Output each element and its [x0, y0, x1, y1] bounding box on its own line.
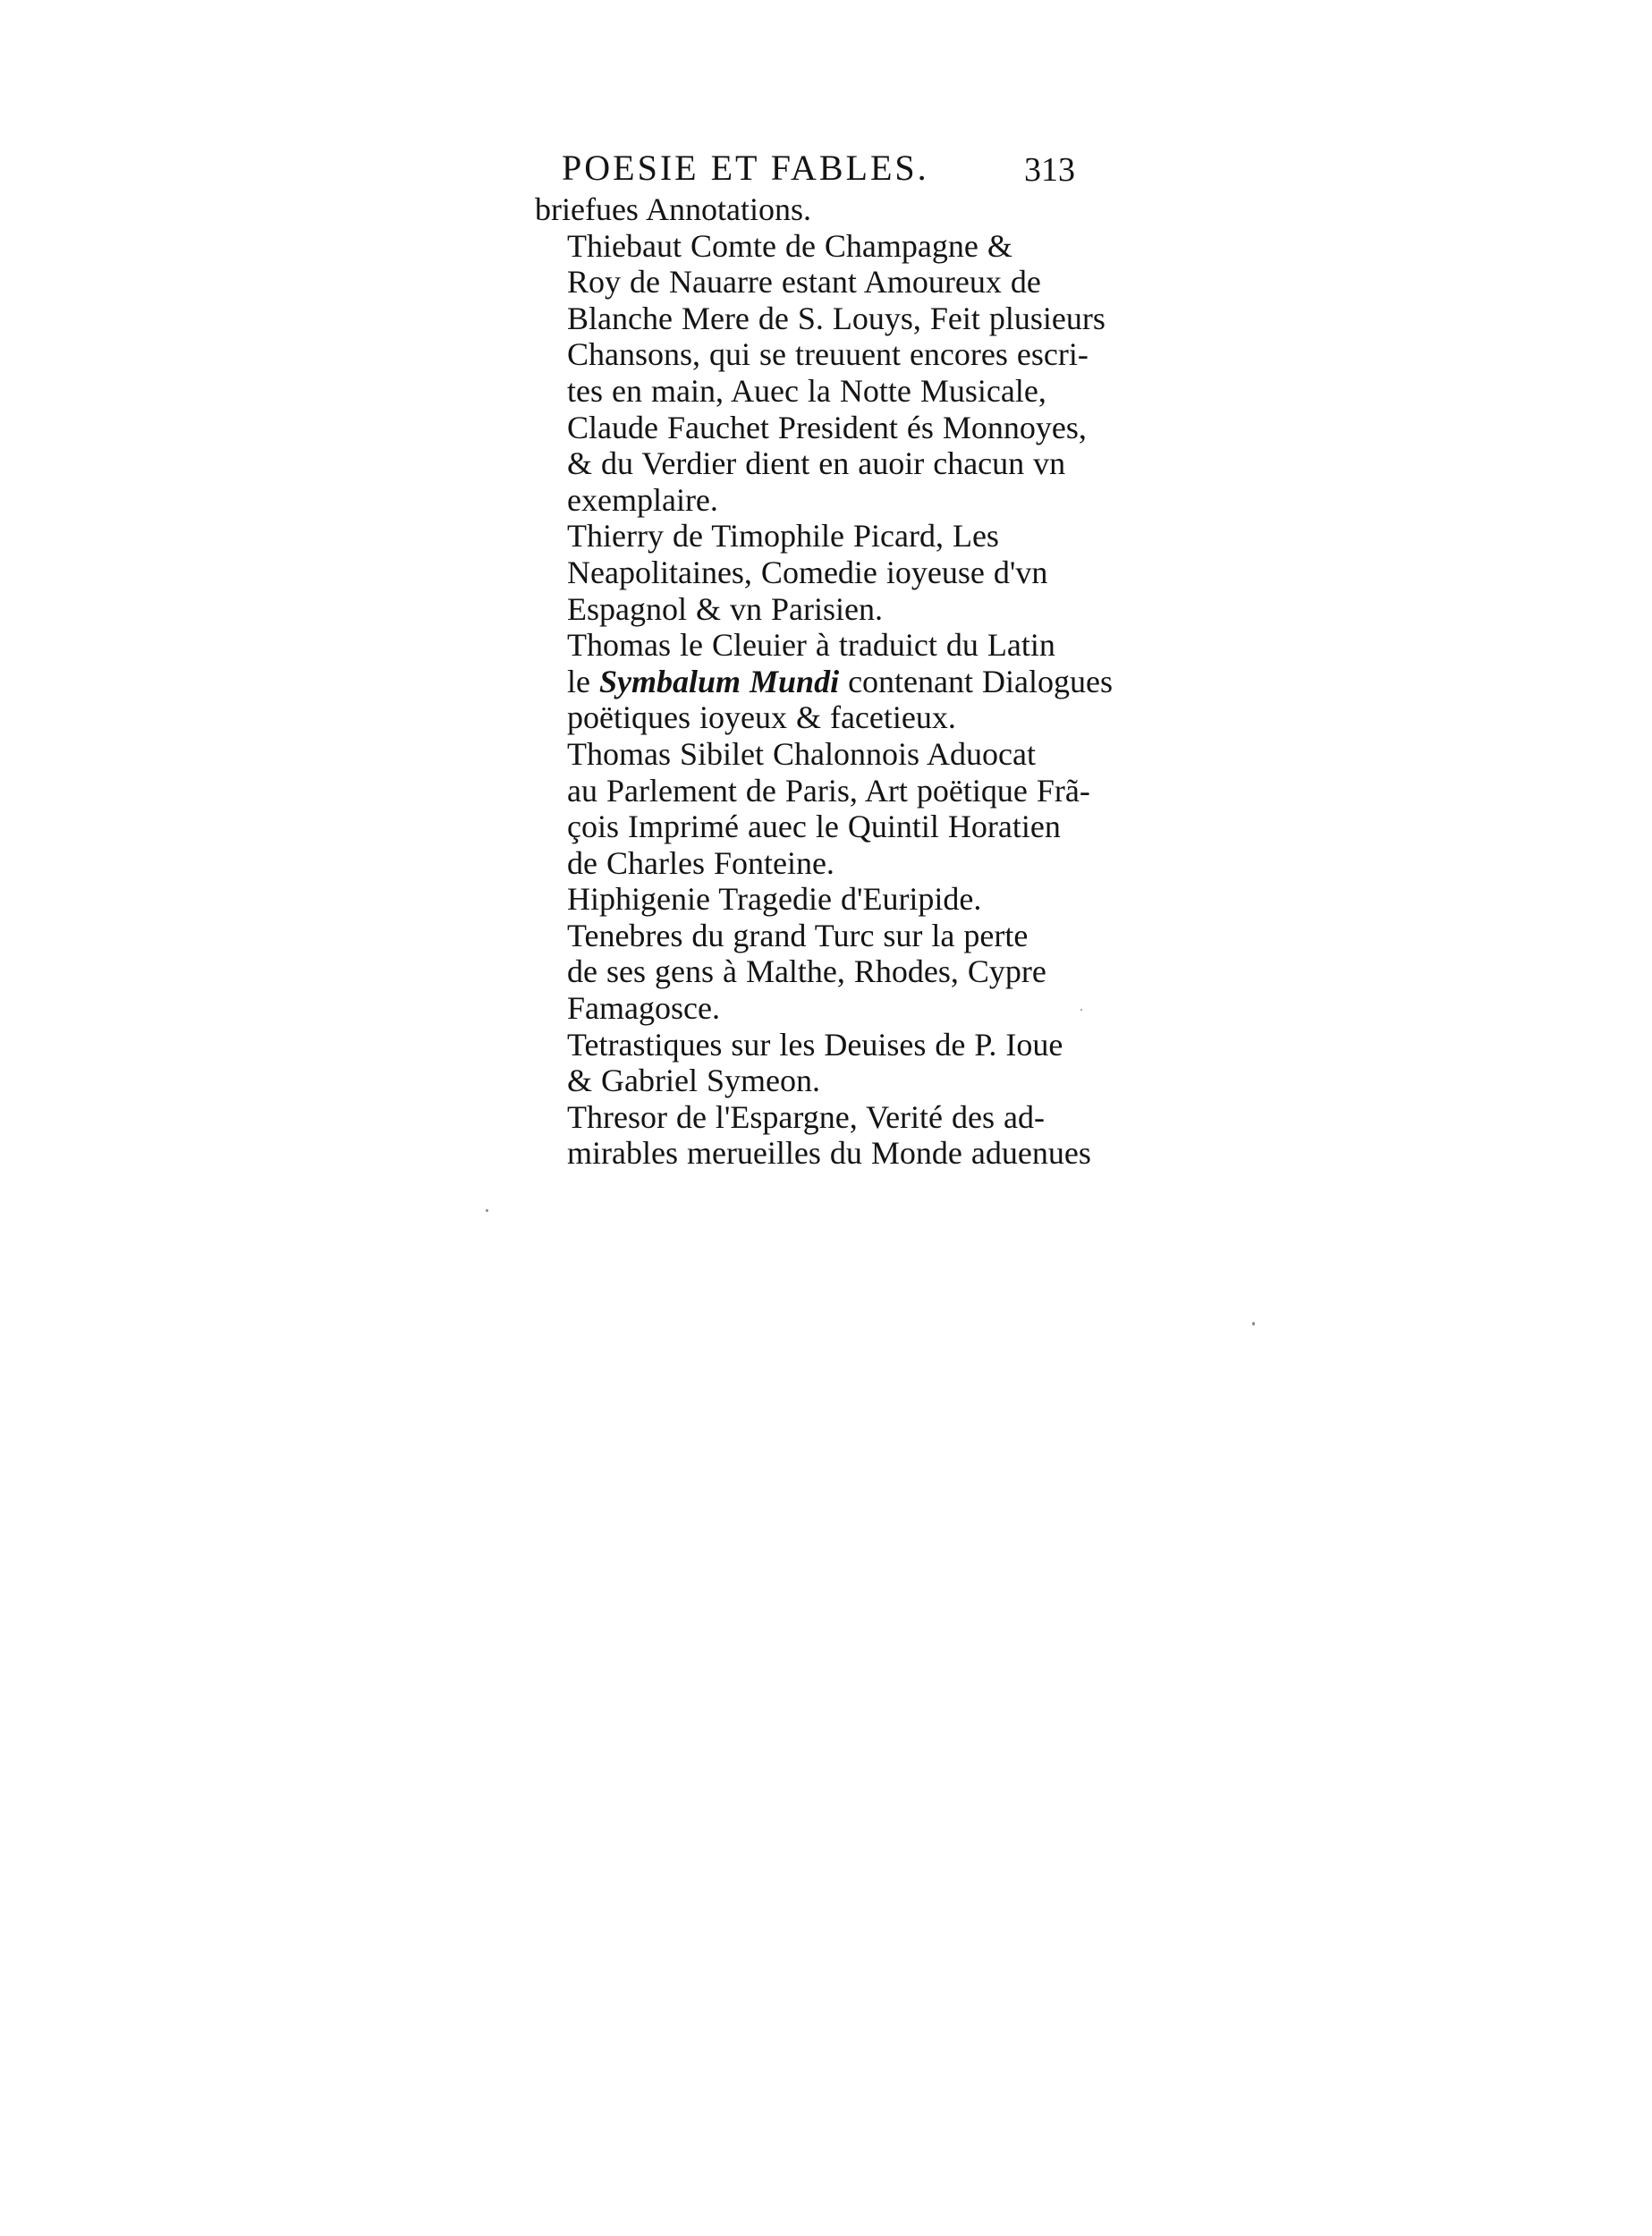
text-line: poëtiques ioyeux & facetieux.	[567, 699, 956, 736]
text-line: Blanche Mere de S. Louys, Feit plusieurs	[567, 300, 1106, 336]
text-line: mirables merueilles du Monde aduenues	[567, 1135, 1091, 1172]
running-head-title: POESIE ET FABLES.	[562, 148, 929, 188]
text-line: Hiphigenie Tragedie d'Euripide.	[567, 881, 982, 918]
text-line: Thomas Sibilet Chalonnois Aduocat	[567, 735, 1036, 772]
text-line: Roy de Nauarre estant Amoureux de	[567, 264, 1041, 301]
text-line: Neapolitaines, Comedie ioyeuse d'vn	[567, 554, 1048, 590]
text-line	[535, 663, 1113, 700]
entry-tetrastiques	[535, 1027, 1082, 1099]
text-line: de Charles Fonteine.	[567, 844, 834, 881]
text-line: briefues Annotations.	[535, 191, 811, 227]
text-line: Chansons, qui se treuuent encores escri-	[567, 336, 1089, 373]
text-fragment: le	[567, 663, 599, 699]
entry-thomas-sibilet	[535, 735, 1090, 881]
text-line: & Gabriel Symeon.	[567, 1063, 820, 1099]
entry-tenebres	[535, 918, 1082, 1027]
italic-title: Symbalum Mundi	[598, 663, 840, 699]
entry-hiphigenie	[535, 881, 1082, 918]
text-line: exemplaire.	[567, 481, 718, 518]
text-line: & du Verdier dient en auoir chacun vn	[567, 445, 1066, 482]
page-number: 313	[1024, 151, 1075, 189]
entry-thierry	[535, 518, 1082, 627]
entry-thiebaut	[535, 227, 1106, 519]
entry-continuation	[535, 191, 1082, 228]
text-block	[535, 145, 1113, 1172]
text-line: de ses gens à Malthe, Rhodes, Cypre	[567, 953, 1046, 990]
text-line: Thresor de l'Espargne, Verité des ad-	[567, 1098, 1045, 1135]
text-fragment: contenant Dialogues	[839, 663, 1113, 699]
paper-speck	[1252, 1322, 1255, 1326]
text-line: Famagosce.	[567, 990, 720, 1027]
running-head	[535, 145, 1082, 191]
text-line: tes en main, Auec la Notte Musicale,	[567, 372, 1046, 409]
text-line: Espagnol & vn Parisien.	[567, 590, 883, 627]
text-line: Tenebres du grand Turc sur la perte	[567, 917, 1029, 953]
text-line: çois Imprimé auec le Quintil Horatien	[567, 809, 1061, 845]
text-line: Claude Fauchet President és Monnoyes,	[567, 409, 1087, 445]
paper-speck	[1080, 1009, 1082, 1011]
paper-speck	[486, 1209, 488, 1212]
entry-thomas-le-cleuier	[535, 627, 1113, 736]
text-line: Thierry de Timophile Picard, Les	[567, 518, 999, 555]
text-line: au Parlement de Paris, Art poëtique Frã-	[567, 772, 1090, 809]
text-line: Thiebaut Comte de Champagne &	[567, 227, 1012, 264]
text-line: Tetrastiques sur les Deuises de P. Ioue	[567, 1026, 1063, 1063]
entry-thresor	[535, 1098, 1091, 1172]
text-line: Thomas le Cleuier à traduict du Latin	[567, 627, 1055, 664]
